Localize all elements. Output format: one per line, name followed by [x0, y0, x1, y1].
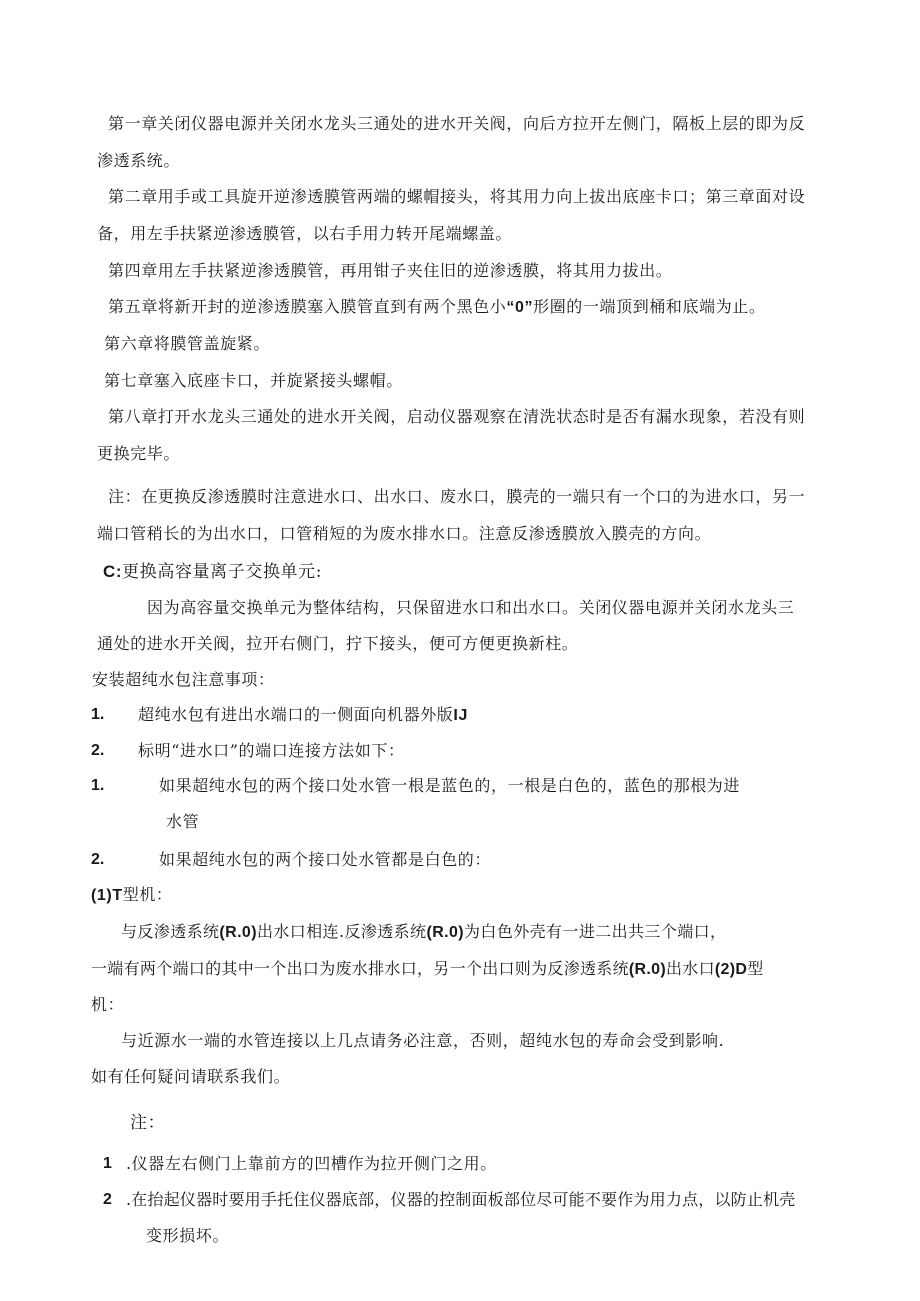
note-2-item-1-number: 1 [103, 1155, 112, 1172]
t-type-line-2-a: 一端有两个端口的其中一个出口为废水排水口，另一个出口则为反渗透系统 [91, 959, 629, 978]
step-8-line-2: 更换完毕。 [97, 444, 181, 463]
t-type-line-2-b: 出水口 [665, 959, 715, 978]
install-sub-2-number: 2. [91, 851, 105, 868]
t-type-heading [91, 884, 173, 907]
note-2-title: 注： [130, 1113, 166, 1133]
install-sub-1-line-2: 水管 [166, 812, 200, 831]
t-type-line-3: 机： [91, 995, 125, 1014]
install-item-1-number: 1. [91, 706, 105, 723]
step-5-text-post: 形圈的一端顶到桶和底端为止。 [533, 297, 766, 316]
o-ring-mark: “0” [506, 299, 534, 316]
ro-label-2: (R.0) [426, 924, 465, 941]
section-c-heading [103, 561, 322, 583]
section-c-para-line-1: 因为高容量交换单元为整体结构，只保留进水口和出水口。关闭仪器电源并关闭水龙头三 [147, 598, 795, 617]
section-c-label: C: [103, 562, 123, 581]
note-1-line-1: 注：在更换反渗透膜时注意进水口、出水口、废水口，膜壳的一端只有一个口的为进水口，另一 [108, 487, 806, 506]
note-1-line-2: 端口管稍长的为出水口，口管稍短的为废水排水口。注意反渗透膜放入膜壳的方向。 [97, 524, 712, 543]
step-5 [108, 296, 766, 319]
note-2-item-2-number: 2 [103, 1191, 112, 1208]
step-1-line-1: 第一章关闭仪器电源并关闭水龙头三通处的进水开关阀，向后方拉开左侧门，隔板上层的即为反 [108, 114, 806, 133]
warning-line: 与近源水一端的水管连接以上几点请务必注意，否则，超纯水包的寿命会受到影响. [121, 1031, 725, 1050]
t-type-title: 型机： [122, 885, 173, 904]
t-type-line-1-a: 与反渗透系统 [121, 922, 220, 941]
t-type-line-1-b: 出水口相连.反渗透系统 [256, 922, 427, 941]
install-title: 安装超纯水包注意事项： [92, 670, 275, 689]
step-5-text-pre: 第五章将新开封的逆渗透膜塞入膜管直到有两个黑色小 [108, 297, 507, 316]
step-7: 第七章塞入底座卡口，并旋紧接头螺帽。 [104, 371, 403, 390]
section-c-para-line-2: 通处的进水开关阀，拉开右侧门，拧下接头，便可方便更换新柱。 [97, 634, 579, 653]
t-type-label: (1)T [91, 887, 123, 904]
section-c-title: 更换高容量离子交换单元: [122, 562, 323, 582]
t-type-line-1-c: 为白色外壳有一进二出共三个端口， [464, 922, 727, 941]
step-8-line-1: 第八章打开水龙头三通处的进水开关阀，启动仪器观察在清洗状态时是否有漏水现象，若没有则 [108, 407, 806, 426]
note-2-item-1-text: .仪器左右侧门上靠前方的凹槽作为拉开侧门之用。 [126, 1154, 497, 1173]
ro-label-3: (R.0) [628, 961, 666, 978]
step-2-line-2: 备，用左手扶紧逆渗透膜管，以右手用力转开尾端螺盖。 [97, 224, 513, 243]
install-item-1-body: 超纯水包有进出水端口的一侧面向机器外版 [138, 705, 454, 724]
note-2-item-2-line-2: 变形损坏。 [146, 1226, 230, 1245]
install-sub-1-number: 1. [91, 777, 105, 794]
install-item-2-text: 标明“进水口”的端口连接方法如下： [138, 741, 405, 760]
ro-label-1: (R.0) [219, 924, 257, 941]
note-2-item-2-line-1: .在抬起仪器时要用手托住仪器底部，仪器的控制面板部位尽可能不要作为用力点，以防止机壳 [126, 1190, 796, 1209]
t-type-line-2 [91, 958, 764, 981]
step-2-line-1: 第二章用手或工具旋开逆渗透膜管两端的螺帽接头，将其用力向上拔出底座卡口；第三章面对设 [108, 187, 806, 206]
step-4: 第四章用左手扶紧逆渗透膜管，再用钳子夹住旧的逆渗透膜，将其用力拔出。 [108, 261, 673, 280]
install-item-1-suffix: IJ [453, 707, 468, 724]
contact-line: 如有任何疑问请联系我们。 [91, 1067, 291, 1086]
step-1-line-2: 渗透系统。 [97, 151, 181, 170]
t-type-line-2-c: 型 [747, 959, 764, 978]
install-sub-1-line-1: 如果超纯水包的两个接口处水管一根是蓝色的，一根是白色的，蓝色的那根为进 [159, 776, 741, 795]
install-sub-2-text: 如果超纯水包的两个接口处水管都是白色的： [159, 850, 492, 869]
t-type-line-1 [121, 921, 726, 944]
d-type-label: (2)D [714, 961, 748, 978]
install-item-2-number: 2. [91, 742, 105, 759]
install-item-1-text [138, 704, 468, 727]
step-6: 第六章将膜管盖旋紧。 [104, 334, 271, 353]
